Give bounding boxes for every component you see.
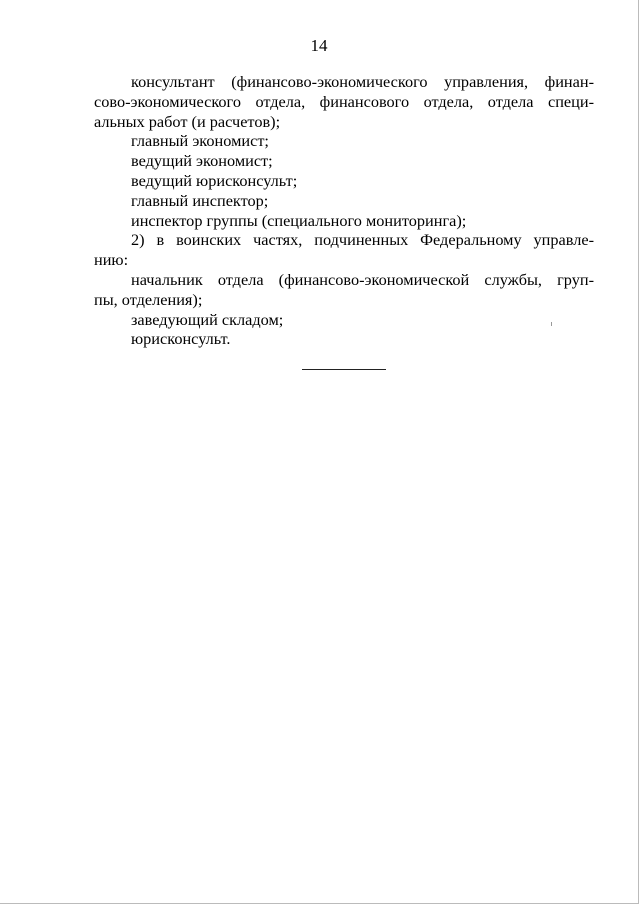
text-line: альных работ (и расчетов); xyxy=(94,111,281,131)
list-item: главный инспектор; xyxy=(131,190,269,210)
text-line: пы, отделения); xyxy=(94,289,203,309)
list-item: юрисконсульт. xyxy=(131,329,231,349)
text-line: 2) в воинских частях, подчиненных Федеральному управле- xyxy=(131,230,594,250)
document-body xyxy=(94,72,594,349)
text-line: консультант (финансово-экономического управления, финан- xyxy=(131,72,594,91)
list-item: главный экономист; xyxy=(131,131,269,151)
scan-artifact xyxy=(551,322,552,326)
list-item: ведущий экономист; xyxy=(131,151,273,171)
text-line: начальник отдела (финансово-экономической службы, груп- xyxy=(131,269,594,289)
text-line: нию: xyxy=(94,250,129,270)
list-item: инспектор группы (специального мониторинга); xyxy=(131,210,467,230)
text-line: сово-экономического отдела, финансового отдела, отдела специ- xyxy=(94,91,594,111)
list-item: заведующий складом; xyxy=(131,309,284,329)
page-number: 14 xyxy=(310,36,328,55)
end-separator-line xyxy=(302,369,386,370)
list-item: ведущий юрисконсульт; xyxy=(131,170,298,190)
